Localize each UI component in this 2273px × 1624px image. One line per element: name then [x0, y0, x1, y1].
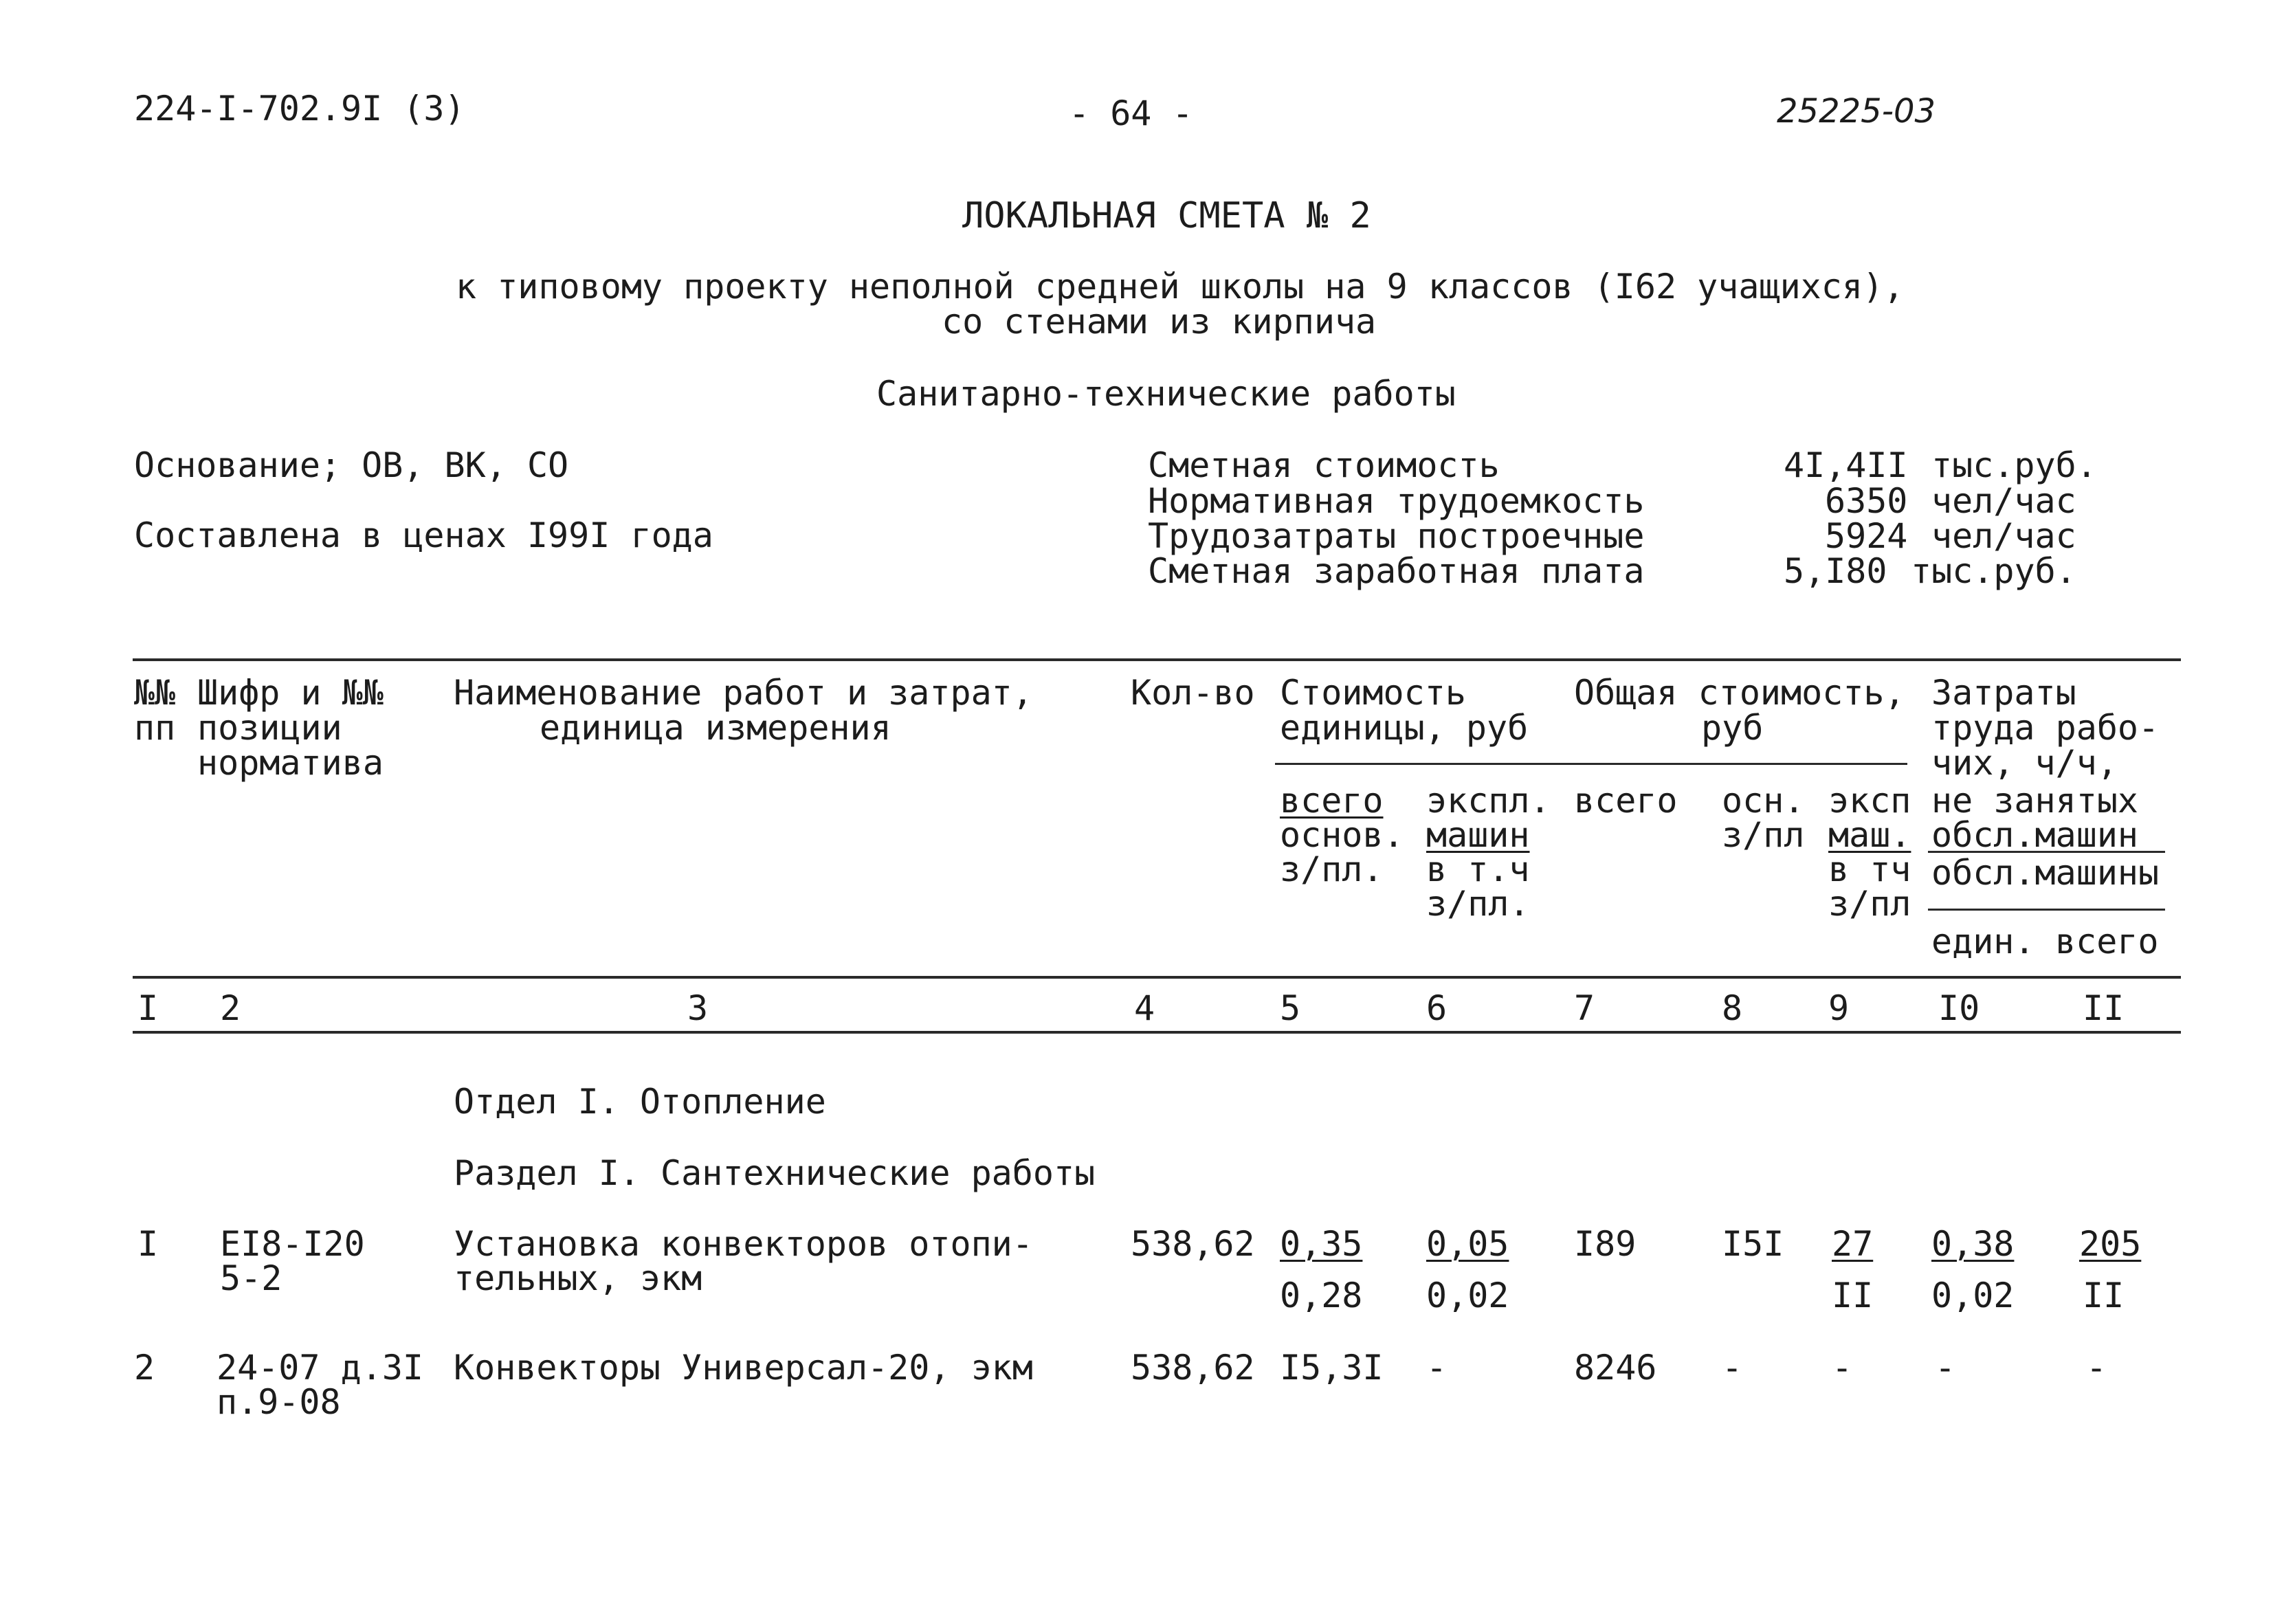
row-code-l1: 24-07 д.3I — [217, 1348, 424, 1388]
header-col2-l3: норматива — [197, 743, 384, 783]
header-c8-l1: осн. — [1722, 781, 1805, 821]
price-level-line: Составлена в ценах I99I года — [134, 515, 713, 555]
header-c5-l1: всего — [1280, 781, 1384, 821]
header-c6-l2: машин — [1426, 815, 1530, 855]
row-number: I — [137, 1224, 159, 1264]
table-top-rule — [133, 658, 2181, 661]
division-heading: Раздел I. Сантехнические работы — [454, 1153, 1096, 1193]
header-col2-l1: Шифр и №№ — [197, 673, 384, 713]
header-col1-l1: №№ — [134, 673, 176, 713]
header-c7: всего — [1574, 781, 1678, 821]
column-number: 7 — [1574, 988, 1595, 1028]
row-name-l1: Конвекторы Универсал-20, экм — [454, 1348, 1033, 1388]
header-labor-l3: чих, ч/ч, — [1931, 743, 2118, 783]
column-number: I0 — [1938, 988, 1980, 1028]
column-number: 5 — [1280, 988, 1301, 1028]
column-number: 4 — [1134, 988, 1155, 1028]
row-name-l2: тельных, экм — [454, 1258, 702, 1298]
header-total-cost-l2: руб — [1701, 708, 1764, 748]
column-number: 9 — [1828, 988, 1850, 1028]
header-labor-l1: Затраты — [1931, 673, 2076, 713]
header-c9-l2: маш. — [1828, 815, 1911, 855]
column-number: 8 — [1722, 988, 1743, 1028]
row-c8-wages: I5I — [1722, 1224, 1784, 1264]
column-numbers-rule — [133, 1031, 2181, 1034]
summary-value-cost: 4I,4II — [1784, 445, 1908, 485]
row-name-l1: Установка конвекторов отопи- — [454, 1224, 1033, 1264]
header-unit-cost-l2: единицы, руб — [1280, 708, 1529, 748]
summary-label-norm-labor: Нормативная трудоемкость — [1148, 481, 1645, 521]
column-number: 6 — [1426, 988, 1448, 1028]
row-code-l2: 5-2 — [220, 1258, 282, 1298]
header-unit-cost-l1: Стоимость — [1280, 673, 1466, 713]
row-c6-machines: 0,05 — [1426, 1224, 1509, 1264]
row-c11-total: - — [2086, 1348, 2107, 1388]
header-labor-l4: не занятых — [1931, 781, 2139, 821]
header-c11: всего — [2055, 922, 2159, 961]
header-col4: Кол-во — [1131, 673, 1255, 713]
summary-value-wages: 5,I80 — [1784, 551, 1887, 591]
row-c9-wages: II — [1832, 1276, 1874, 1315]
row-c5-total: 0,35 — [1280, 1224, 1363, 1264]
header-subrule-labor-2 — [1928, 909, 2165, 911]
page-number: - 64 - — [1069, 93, 1193, 133]
column-number: II — [2083, 988, 2125, 1028]
column-number: I — [137, 988, 159, 1028]
header-labor-l6: обсл.машины — [1931, 853, 2160, 893]
summary-unit-site-labor: чел/час — [1931, 516, 2076, 556]
header-c10: един. — [1931, 922, 2035, 961]
row-c6-machines: - — [1426, 1348, 1448, 1388]
header-col3-l2: единица измерения — [540, 708, 891, 748]
header-col1-l2: пп — [134, 708, 176, 748]
header-c9-l3: в тч — [1828, 849, 1911, 889]
archive-number: 25225-03 — [1777, 92, 1936, 131]
row-c11-total: 205 — [2079, 1224, 2142, 1264]
row-c9-machines: 27 — [1832, 1224, 1874, 1264]
department-heading: Отдел I. Отопление — [454, 1082, 826, 1122]
summary-unit-wages: тыс.руб. — [1911, 551, 2076, 591]
header-c8-l2: з/пл — [1722, 815, 1805, 855]
row-c10-unit: 0,38 — [1931, 1224, 2015, 1264]
header-c9-l1: эксп — [1828, 781, 1911, 821]
row-c8-wages: - — [1722, 1348, 1743, 1388]
header-labor-l2: труда рабо- — [1931, 708, 2160, 748]
header-c5-l3: з/пл. — [1280, 849, 1384, 889]
summary-label-cost: Сметная стоимость — [1148, 445, 1500, 485]
header-c9-l4: з/пл — [1828, 884, 1911, 924]
header-c6-l3: в т.ч — [1426, 849, 1530, 889]
header-c6-l1: экспл. — [1426, 781, 1551, 821]
row-number: 2 — [134, 1348, 155, 1388]
row-quantity: 538,62 — [1131, 1348, 1255, 1388]
header-labor-l5: обсл.машин — [1931, 815, 2139, 855]
estimate-title: ЛОКАЛЬНАЯ СМЕТА № 2 — [962, 195, 1371, 236]
estimate-subtitle-1: к типовому проекту неполной средней школы на 9 классов (I62 учащихся), — [456, 267, 1905, 307]
row-c5-wages: 0,28 — [1280, 1276, 1363, 1315]
summary-unit-norm-labor: чел/час — [1931, 481, 2076, 521]
row-c10-unit: - — [1935, 1348, 1956, 1388]
document-code: 224-I-702.9I (3) — [134, 89, 465, 129]
header-c5-l2: основ. — [1280, 815, 1404, 855]
column-number: 2 — [220, 988, 241, 1028]
row-c6-wages: 0,02 — [1426, 1276, 1509, 1315]
row-c11-total-machines: II — [2083, 1276, 2125, 1315]
row-c10-unit-machines: 0,02 — [1931, 1276, 2015, 1315]
header-total-cost-l1: Общая стоимость, — [1574, 673, 1905, 713]
row-c5-total: I5,3I — [1280, 1348, 1384, 1388]
header-col2-l2: позиции — [197, 708, 342, 748]
summary-label-wages: Сметная заработная плата — [1148, 551, 1645, 591]
summary-value-norm-labor: 6350 — [1825, 481, 1908, 521]
basis-line: Основание; ОВ, ВК, СО — [134, 445, 569, 485]
row-code-l2: п.9-08 — [217, 1382, 341, 1422]
header-c6-l4: з/пл. — [1426, 884, 1530, 924]
estimate-subtitle-2: со стенами из кирпича — [942, 302, 1377, 342]
column-number: 3 — [687, 988, 709, 1028]
row-c7-total: 8246 — [1574, 1348, 1657, 1388]
row-c7-total: I89 — [1574, 1224, 1637, 1264]
header-subrule-cost — [1275, 763, 1907, 765]
row-code-l1: EI8-I20 — [220, 1224, 365, 1264]
row-c9-machines: - — [1832, 1348, 1853, 1388]
header-col3-l1: Наименование работ и затрат, — [454, 673, 1033, 713]
summary-unit-cost: тыс.руб. — [1931, 445, 2097, 485]
row-quantity: 538,62 — [1131, 1224, 1255, 1264]
summary-value-site-labor: 5924 — [1825, 516, 1908, 556]
header-bottom-rule — [133, 976, 2181, 979]
work-type: Санитарно-технические работы — [876, 374, 1456, 414]
summary-label-site-labor: Трудозатраты построечные — [1148, 516, 1645, 556]
